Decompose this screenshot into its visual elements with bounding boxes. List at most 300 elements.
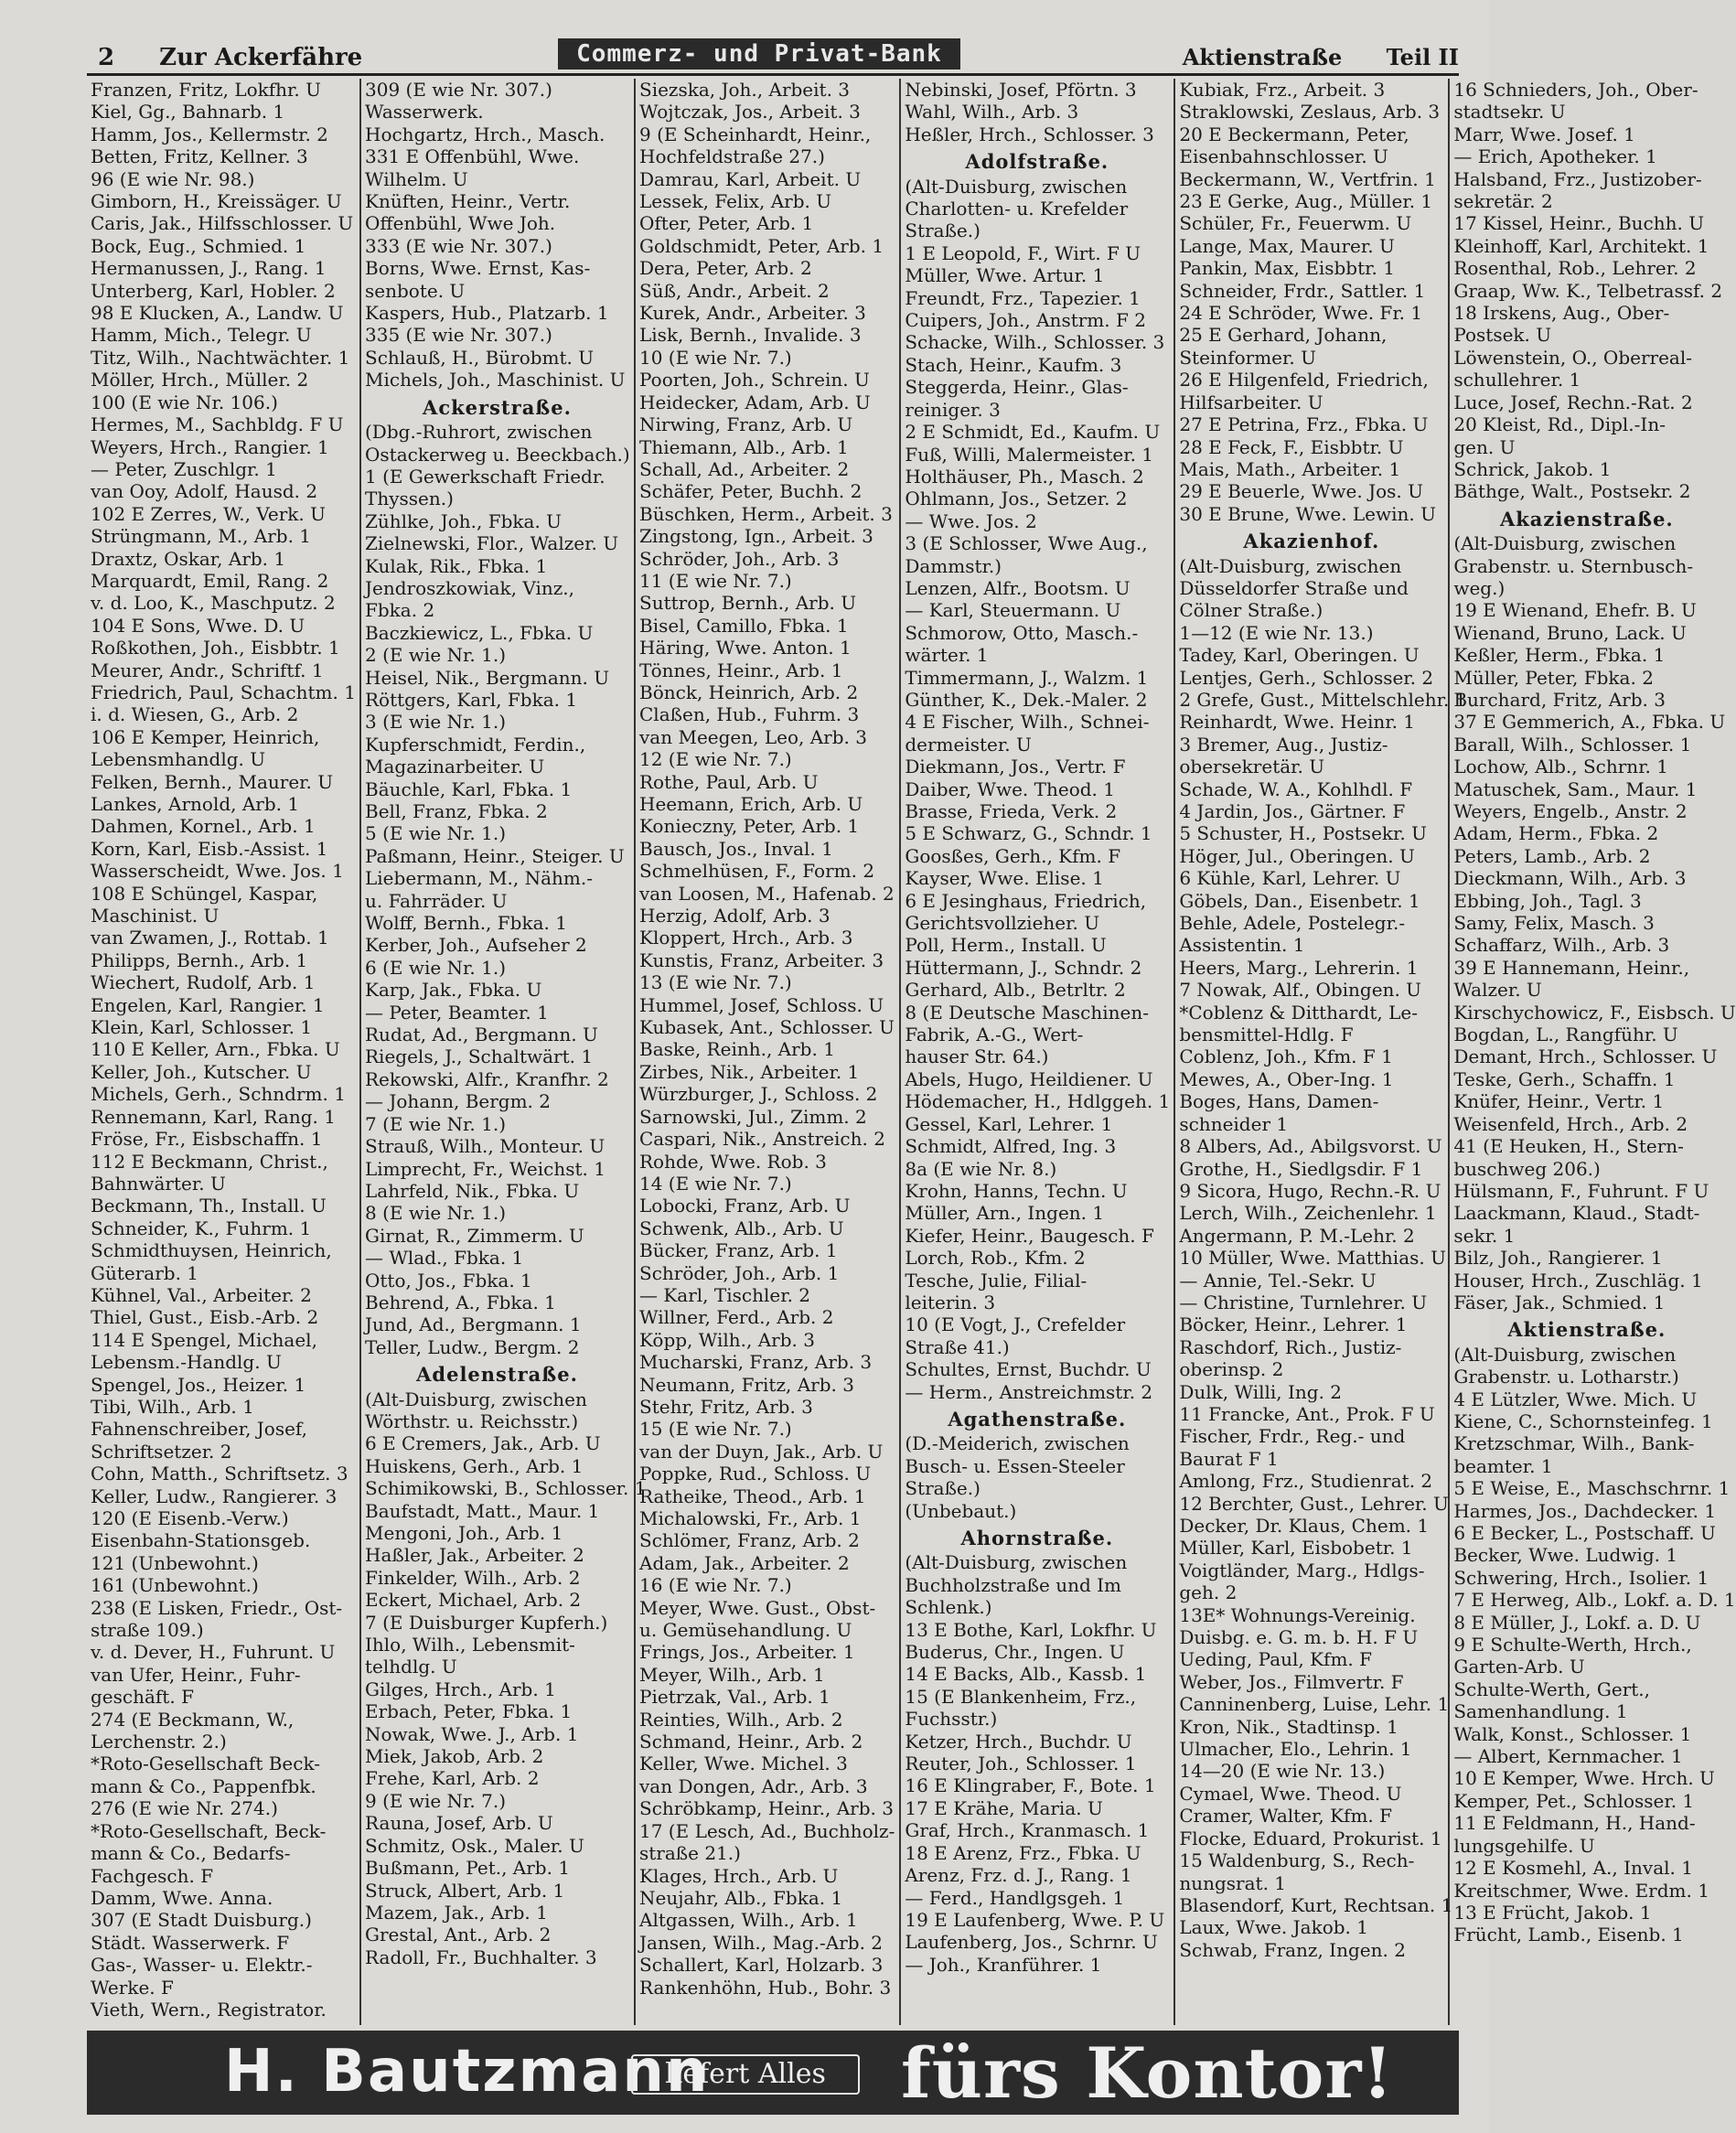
directory-entry: Gerhard, Alb., Betrltr. 2 — [905, 979, 1126, 1002]
directory-entry: Behle, Adele, Postelegr.- — [1179, 912, 1406, 935]
directory-entry: dermeister. U — [905, 733, 1032, 756]
directory-columns — [87, 79, 1736, 2025]
directory-entry: Paßmann, Heinr., Steiger. U — [365, 844, 625, 867]
directory-entry: Friedrich, Paul, Schachtm. 1 — [91, 681, 356, 703]
directory-entry: Keller, Ludw., Rangierer. 3 — [91, 1485, 338, 1507]
directory-entry: Sarnowski, Jul., Zimm. 2 — [639, 1105, 867, 1128]
directory-entry: Neujahr, Alb., Fbka. 1 — [639, 1886, 843, 1909]
directory-entry: Bahnwärter. U — [91, 1172, 226, 1195]
directory-entry: van der Duyn, Jak., Arb. U — [639, 1440, 884, 1463]
directory-entry: Cramer, Walter, Kfm. F — [1179, 1805, 1392, 1828]
directory-entry: Thiel, Gust., Eisb.-Arb. 2 — [91, 1306, 319, 1329]
directory-entry: Cohn, Matth., Schriftsetz. 3 — [91, 1463, 348, 1485]
directory-entry: Charlotten- u. Krefelder — [905, 198, 1129, 220]
directory-entry: Weber, Jos., Filmvertr. F — [1179, 1670, 1404, 1693]
directory-entry: Bäthge, Walt., Postsekr. 2 — [1453, 480, 1691, 503]
directory-entry: geh. 2 — [1179, 1581, 1238, 1604]
directory-entry: 6 E Jesinghaus, Friedrich, — [905, 889, 1147, 912]
directory-entry: 6 Kühle, Karl, Lehrer. U — [1179, 867, 1401, 890]
directory-entry: — Albert, Kernmacher. 1 — [1453, 1745, 1683, 1768]
directory-entry: schullehrer. 1 — [1453, 369, 1581, 391]
directory-entry: Müller, Peter, Fbka. 2 — [1453, 666, 1654, 689]
directory-entry: Rankenhöhn, Hub., Bohr. 3 — [639, 1976, 892, 1999]
directory-entry: van Ooy, Adolf, Hausd. 2 — [91, 480, 318, 503]
directory-entry: 10 Müller, Wwe. Matthias. U — [1179, 1247, 1446, 1270]
directory-entry: *Roto-Gesellschaft, Beck- — [91, 1819, 327, 1842]
directory-entry: Marr, Wwe. Josef. 1 — [1453, 123, 1635, 145]
directory-entry: Zielnewski, Flor., Walzer. U — [365, 532, 619, 555]
directory-entry: sekretär. 2 — [1453, 190, 1553, 213]
directory-entry: Straße 41.) — [905, 1335, 1010, 1358]
directory-entry: Korn, Karl, Eisb.-Assist. 1 — [91, 837, 328, 860]
directory-entry: Borns, Wwe. Ernst, Kas- — [365, 257, 591, 280]
directory-entry: Kleinhoff, Karl, Architekt. 1 — [1453, 234, 1709, 257]
directory-entry: Herzig, Adolf, Arb. 3 — [639, 905, 830, 927]
directory-entry: Stach, Heinr., Kaufm. 3 — [905, 353, 1122, 376]
directory-entry: Fachgesch. F — [91, 1864, 214, 1887]
directory-entry: Pietrzak, Val., Arb. 1 — [639, 1686, 830, 1709]
directory-entry: Müller, Arn., Ingen. 1 — [905, 1202, 1105, 1225]
directory-entry: 108 E Schüngel, Kaspar, — [91, 882, 318, 905]
ad-slogan: fürs Kontor! — [901, 2032, 1394, 2114]
directory-entry: Göbels, Dan., Eisenbetr. 1 — [1179, 889, 1420, 912]
directory-entry: Cymael, Wwe. Theod. U — [1179, 1782, 1402, 1805]
ad-middle-text: liefert Alles — [631, 2054, 860, 2095]
directory-entry: Coblenz, Joh., Kfm. F 1 — [1179, 1045, 1393, 1068]
directory-entry: Zirbes, Nik., Arbeiter. 1 — [639, 1060, 860, 1083]
directory-entry: Samy, Felix, Masch. 3 — [1453, 912, 1655, 935]
street-heading: Ahornstraße. — [960, 1527, 1114, 1549]
directory-entry: 20 E Beckermann, Peter, — [1179, 123, 1409, 145]
directory-entry: telhdlg. U — [365, 1656, 457, 1678]
directory-entry: 20 Kleist, Rd., Dipl.-In- — [1453, 413, 1666, 436]
directory-entry: Kron, Nik., Stadtinsp. 1 — [1179, 1715, 1398, 1738]
directory-entry: Pankin, Max, Eisbbtr. 1 — [1179, 257, 1395, 280]
directory-entry: Buchholzstraße und Im — [905, 1573, 1121, 1596]
directory-entry: Müller, Wwe. Artur. 1 — [905, 264, 1105, 287]
directory-entry: Baufstadt, Matt., Maur. 1 — [365, 1499, 600, 1522]
directory-entry: 7 (E wie Nr. 1.) — [365, 1112, 507, 1135]
column-4 — [901, 79, 1175, 2025]
street-heading: Aktienstraße. — [1507, 1318, 1666, 1342]
directory-entry: Teske, Gerh., Schaffn. 1 — [1453, 1067, 1676, 1090]
directory-entry: Cölner Straße.) — [1179, 599, 1323, 622]
part-label: Teil II — [1386, 44, 1459, 70]
directory-entry: Baurat F 1 — [1179, 1447, 1279, 1470]
directory-entry: 110 E Keller, Arn., Fbka. U — [91, 1038, 340, 1061]
directory-entry: Miek, Jakob, Arb. 2 — [365, 1745, 544, 1768]
directory-entry: Karp, Jak., Fbka. U — [365, 979, 542, 1002]
ad-company-name: H. Bautzmann — [224, 2038, 710, 2106]
directory-entry: Hermanussen, J., Rang. 1 — [91, 257, 327, 280]
directory-entry: weg.) — [1453, 576, 1506, 599]
directory-entry: u. Gemüsehandlung. U — [639, 1619, 852, 1642]
directory-entry: Neumann, Fritz, Arb. 3 — [639, 1373, 854, 1396]
directory-entry: Keller, Wwe. Michel. 3 — [639, 1752, 848, 1775]
directory-entry: Schultes, Ernst, Buchdr. U — [905, 1358, 1152, 1381]
directory-entry: 11 E Feldmann, H., Hand- — [1453, 1812, 1696, 1835]
directory-entry: Würzburger, J., Schloss. 2 — [639, 1083, 878, 1106]
directory-entry: Duisbg. e. G. m. b. H. F U — [1179, 1626, 1419, 1649]
directory-entry: Rennemann, Karl, Rang. 1 — [91, 1105, 336, 1128]
directory-entry: 19 E Wienand, Ehefr. B. U — [1453, 599, 1697, 622]
directory-entry: Häring, Wwe. Anton. 1 — [639, 637, 852, 659]
directory-entry: Teller, Ludw., Bergm. 2 — [365, 1335, 580, 1358]
directory-entry: (D.-Meiderich, zwischen — [905, 1432, 1130, 1455]
directory-entry: Wilhelm. U — [365, 167, 468, 190]
directory-entry: Kaspers, Hub., Platzarb. 1 — [365, 302, 609, 325]
directory-entry: mann & Co., Pappenfbk. — [91, 1774, 316, 1797]
directory-entry: Dammstr.) — [905, 554, 1002, 577]
directory-entry: Gilges, Hrch., Arb. 1 — [365, 1677, 556, 1700]
directory-entry: — Ferd., Handlgsgeh. 1 — [905, 1886, 1125, 1909]
directory-entry: Daiber, Wwe. Theod. 1 — [905, 777, 1115, 800]
directory-entry: Grestal, Ant., Arb. 2 — [365, 1924, 552, 1946]
directory-entry: Frücht, Lamb., Eisenb. 1 — [1453, 1924, 1684, 1946]
directory-entry: Dieckmann, Wilh., Arb. 3 — [1453, 867, 1687, 890]
directory-entry: Hochfeldstraße 27.) — [639, 145, 825, 168]
directory-entry: Schwab, Franz, Ingen. 2 — [1179, 1938, 1406, 1961]
directory-entry: reiniger. 3 — [905, 398, 1001, 421]
directory-entry: mann & Co., Bedarfs- — [91, 1842, 291, 1865]
directory-entry: Bönck, Heinrich, Arb. 2 — [639, 681, 859, 703]
directory-entry: Adam, Herm., Fbka. 2 — [1453, 822, 1659, 845]
directory-entry: lungsgehilfe. U — [1453, 1834, 1595, 1857]
directory-entry: Flocke, Eduard, Prokurist. 1 — [1179, 1827, 1442, 1849]
directory-entry: Jendroszkowiak, Vinz., — [365, 576, 574, 599]
directory-entry: Städt. Wasserwerk. F — [91, 1931, 290, 1954]
directory-entry: Willner, Ferd., Arb. 2 — [639, 1306, 834, 1329]
directory-entry: Unterberg, Karl, Hobler. 2 — [91, 279, 336, 302]
directory-entry: Bock, Eug., Schmied. 1 — [91, 234, 306, 257]
directory-entry: Spengel, Jos., Heizer. 1 — [91, 1373, 306, 1396]
directory-entry: Schröder, Joh., Arb. 1 — [639, 1261, 840, 1284]
directory-entry: 120 (E Eisenb.-Verw.) — [91, 1507, 289, 1529]
directory-entry: Cuipers, Joh., Anstrm. F 2 — [905, 309, 1146, 332]
directory-entry: Mazem, Jak., Arb. 1 — [365, 1901, 548, 1924]
directory-entry: 11 Francke, Ant., Prok. F U — [1179, 1402, 1435, 1425]
directory-entry: 8 E Müller, J., Lokf. a. D. U — [1453, 1611, 1701, 1634]
directory-entry: Rosenthal, Rob., Lehrer. 2 — [1453, 257, 1697, 280]
directory-entry: 15 (E wie Nr. 7.) — [639, 1418, 792, 1441]
directory-entry: 9 E Schulte-Werth, Hrch., — [1453, 1634, 1692, 1656]
directory-entry: Schneider, K., Fuhrm. 1 — [91, 1217, 312, 1239]
directory-entry: Philipps, Bernh., Arb. 1 — [91, 949, 308, 971]
directory-entry: Rohde, Wwe. Rob. 3 — [639, 1150, 827, 1173]
directory-entry: Meurer, Andr., Schriftf. 1 — [91, 659, 324, 681]
directory-entry: *Roto-Gesellschaft Beck- — [91, 1752, 320, 1775]
directory-entry: 112 E Beckmann, Christ., — [91, 1150, 328, 1173]
directory-entry: Hilfsarbeiter. U — [1179, 391, 1323, 413]
directory-entry: Draxtz, Oskar, Arb. 1 — [91, 547, 286, 570]
directory-entry: 3 (E wie Nr. 1.) — [365, 711, 507, 734]
directory-entry: (Alt-Duisburg, zwischen — [905, 175, 1128, 198]
directory-entry: Kiefer, Heinr., Baugesch. F — [905, 1224, 1154, 1247]
directory-entry: Jansen, Wilh., Mag.-Arb. 2 — [639, 1931, 884, 1954]
directory-entry: Amlong, Frz., Studienrat. 2 — [1179, 1470, 1433, 1493]
directory-entry: Schäfer, Peter, Buchh. 2 — [639, 480, 863, 503]
directory-entry: Engelen, Karl, Rangier. 1 — [91, 993, 325, 1016]
directory-entry: Hüttermann, J., Schndr. 2 — [905, 956, 1142, 979]
directory-entry: Poppke, Rud., Schloss. U — [639, 1463, 872, 1485]
directory-entry: 307 (E Stadt Duisburg.) — [91, 1909, 312, 1932]
directory-entry: Otto, Jos., Fbka. 1 — [365, 1269, 532, 1292]
directory-entry: Thiemann, Alb., Arb. 1 — [639, 435, 849, 458]
directory-entry: Frings, Jos., Arbeiter. 1 — [639, 1641, 855, 1664]
directory-entry: 1—12 (E wie Nr. 13.) — [1179, 621, 1374, 644]
directory-entry: Schlauß, H., Bürobmt. U — [365, 346, 595, 369]
directory-entry: Schimikowski, B., Schlosser. 1 — [365, 1477, 647, 1500]
directory-entry: Keller, Joh., Kutscher. U — [91, 1060, 312, 1083]
directory-entry: Hummel, Josef, Schloss. U — [639, 993, 884, 1016]
directory-entry: Schröder, Joh., Arb. 3 — [639, 547, 840, 570]
directory-entry: Behrend, A., Fbka. 1 — [365, 1291, 556, 1313]
directory-entry: 26 E Hilgenfeld, Friedrich, — [1179, 369, 1429, 391]
directory-entry: Eckert, Michael, Arb. 2 — [365, 1589, 582, 1612]
directory-entry: Blasendorf, Kurt, Rechtsan. 1 — [1179, 1893, 1453, 1916]
directory-entry: Ostackerweg u. Beeckbach.) — [365, 443, 630, 466]
directory-entry: Magazinarbeiter. U — [365, 756, 545, 778]
directory-entry: Kulak, Rik., Fbka. 1 — [365, 554, 548, 577]
page-header — [87, 37, 1459, 73]
directory-entry: Felken, Bernh., Maurer. U — [91, 770, 334, 793]
directory-entry: Lebensmhandlg. U — [91, 748, 266, 771]
directory-entry: Beckmann, Th., Install. U — [91, 1195, 327, 1217]
header-rule — [87, 73, 1459, 76]
directory-entry: 16 E Klingraber, F., Bote. 1 — [905, 1774, 1156, 1797]
directory-entry: Hülsmann, F., Fuhrunt. F U — [1453, 1179, 1709, 1202]
directory-entry: Hamm, Mich., Telegr. U — [91, 324, 312, 347]
directory-entry: senbote. U — [365, 279, 466, 302]
directory-entry: 102 E Zerres, W., Verk. U — [91, 502, 326, 525]
directory-entry: Dahmen, Kornel., Arb. 1 — [91, 815, 316, 838]
directory-entry: 106 E Kemper, Heinrich, — [91, 725, 320, 748]
directory-entry: Brasse, Frieda, Verk. 2 — [905, 800, 1118, 822]
directory-entry: van Dongen, Adr., Arb. 3 — [639, 1774, 868, 1797]
directory-entry: Boges, Hans, Damen- — [1179, 1090, 1379, 1113]
directory-entry: Dera, Peter, Arb. 2 — [639, 257, 812, 280]
directory-entry: oberinsp. 2 — [1179, 1358, 1284, 1381]
directory-entry: 30 E Brune, Wwe. Lewin. U — [1179, 502, 1436, 525]
directory-entry: Baczkiewicz, L., Fbka. U — [365, 621, 594, 644]
directory-entry: Schmidt, Alfred, Ing. 3 — [905, 1135, 1117, 1158]
directory-entry: Wienand, Bruno, Lack. U — [1453, 621, 1687, 644]
directory-entry: Walk, Konst., Schlosser. 1 — [1453, 1722, 1692, 1745]
directory-entry: Bell, Franz, Fbka. 2 — [365, 800, 548, 822]
directory-entry: 2 Grefe, Gust., Mittelschlehr. 1 — [1179, 688, 1467, 711]
directory-entry: Lentjes, Gerh., Schlosser. 2 — [1179, 666, 1434, 689]
directory-entry: Vieth, Wern., Registrator. — [91, 1998, 327, 2020]
directory-entry: (Alt-Duisburg, zwischen — [1179, 554, 1402, 577]
directory-entry: 39 E Hannemann, Heinr., — [1453, 956, 1690, 979]
directory-entry: Rekowski, Alfr., Kranfhr. 2 — [365, 1067, 609, 1090]
directory-entry: Heßler, Hrch., Schlosser. 3 — [905, 123, 1154, 145]
directory-entry: Fischer, Frdr., Reg.- und — [1179, 1425, 1406, 1448]
directory-entry: Schade, W. A., Kohlhdl. F — [1179, 777, 1413, 800]
directory-entry: Gerichtsvollzieher. U — [905, 912, 1100, 935]
directory-entry: Peters, Lamb., Arb. 2 — [1453, 844, 1651, 867]
directory-entry: Freundt, Frz., Tapezier. 1 — [905, 286, 1141, 309]
directory-entry: Konieczny, Peter, Arb. 1 — [639, 815, 860, 838]
directory-entry: 14—20 (E wie Nr. 13.) — [1179, 1760, 1386, 1783]
directory-entry: Marquardt, Emil, Rang. 2 — [91, 569, 329, 592]
directory-entry: Hermes, M., Sachbldg. F U — [91, 413, 344, 436]
directory-entry: beamter. 1 — [1453, 1454, 1553, 1477]
directory-entry: Straklowski, Zeslaus, Arb. 3 — [1179, 101, 1441, 123]
directory-entry: *Coblenz & Ditthardt, Le- — [1179, 1001, 1418, 1024]
directory-entry: Schmorow, Otto, Masch.- — [905, 621, 1139, 644]
directory-entry: hauser Str. 64.) — [905, 1045, 1049, 1068]
directory-entry: 9 (E wie Nr. 7.) — [365, 1789, 507, 1812]
directory-entry: 15 (E Blankenheim, Frz., — [905, 1685, 1137, 1708]
directory-entry: 8 (E Deutsche Maschinen- — [905, 1001, 1150, 1024]
directory-entry: Ofter, Peter, Arb. 1 — [639, 212, 814, 235]
directory-entry: wärter. 1 — [905, 644, 989, 667]
directory-entry: Schrick, Jakob. 1 — [1453, 457, 1612, 480]
directory-entry: Kühnel, Val., Arbeiter. 2 — [91, 1283, 312, 1306]
directory-entry: Caris, Jak., Hilfsschlosser. U — [91, 212, 354, 235]
directory-entry: Mewes, A., Ober-Ing. 1 — [1179, 1067, 1394, 1090]
directory-entry: 27 E Petrina, Frz., Fbka. U — [1179, 413, 1429, 436]
directory-entry: 17 E Krähe, Maria. U — [905, 1796, 1103, 1819]
directory-entry: Büschken, Herm., Arbeit. 3 — [639, 502, 893, 525]
directory-entry: Wiechert, Rudolf, Arb. 1 — [91, 971, 316, 994]
directory-entry: Tibi, Wilh., Arb. 1 — [91, 1395, 254, 1418]
directory-entry: Ulmacher, Elo., Lehrin. 1 — [1179, 1738, 1412, 1761]
directory-entry: — Annie, Tel.-Sekr. U — [1179, 1269, 1377, 1292]
directory-entry: Roßkothen, Joh., Eisbbtr. 1 — [91, 637, 340, 659]
directory-entry: Thyssen.) — [365, 488, 454, 510]
directory-entry: Rauna, Josef, Arb. U — [365, 1812, 553, 1835]
page-number: 2 — [98, 44, 115, 71]
directory-entry: Ihlo, Wilh., Lebensmit- — [365, 1634, 575, 1656]
column-1 — [87, 79, 361, 2025]
directory-entry: 8a (E wie Nr. 8.) — [905, 1157, 1057, 1180]
directory-entry: Erbach, Peter, Fbka. 1 — [365, 1700, 573, 1723]
directory-entry: Kupferschmidt, Ferdin., — [365, 733, 586, 756]
directory-entry: Kubasek, Ant., Schlosser. U — [639, 1016, 895, 1039]
directory-entry: Lebensm.-Handlg. U — [91, 1351, 282, 1374]
directory-entry: Düsseldorfer Straße und — [1179, 576, 1409, 599]
directory-entry: 2 (E wie Nr. 1.) — [365, 644, 507, 667]
directory-entry: (Alt-Duisburg, zwischen — [1453, 532, 1677, 555]
directory-entry: Löwenstein, O., Oberreal- — [1453, 346, 1692, 369]
directory-entry: Harmes, Jos., Dachdecker. 1 — [1453, 1499, 1717, 1522]
directory-entry: Schmidthuysen, Heinrich, — [91, 1239, 332, 1262]
directory-entry: Süß, Andr., Arbeit. 2 — [639, 279, 830, 302]
directory-entry: Tönnes, Heinr., Arb. 1 — [639, 659, 843, 681]
directory-entry: Röttgers, Karl, Fbka. 1 — [365, 688, 578, 711]
directory-entry: 13 E Frücht, Jakob. 1 — [1453, 1901, 1652, 1924]
directory-entry: Fahnenschreiber, Josef, — [91, 1418, 307, 1441]
directory-entry: 16 Schnieders, Joh., Ober- — [1453, 79, 1698, 101]
directory-entry: Kunstis, Franz, Arbeiter. 3 — [639, 949, 884, 971]
directory-entry: Ebbing, Joh., Tagl. 3 — [1453, 889, 1642, 912]
directory-entry: Gas-, Wasser- u. Elektr.- — [91, 1954, 313, 1977]
directory-entry: Baske, Reinh., Arb. 1 — [639, 1038, 835, 1061]
directory-entry: 5 E Weise, E., Maschschrnr. 1 — [1453, 1477, 1731, 1500]
directory-entry: 238 (E Lisken, Friedr., Ost- — [91, 1596, 343, 1619]
directory-entry: 14 E Backs, Alb., Kassb. 1 — [905, 1663, 1147, 1686]
directory-entry: Garten-Arb. U — [1453, 1656, 1585, 1678]
directory-entry: 333 (E wie Nr. 307.) — [365, 234, 552, 257]
directory-entry: Goosßes, Gerh., Kfm. F — [905, 844, 1121, 867]
directory-entry: Girnat, R., Zimmerm. U — [365, 1224, 584, 1247]
directory-entry: Krohn, Hanns, Techn. U — [905, 1179, 1128, 1202]
directory-entry: Ketzer, Hrch., Buchdr. U — [905, 1730, 1132, 1752]
directory-entry: Michels, Gerh., Schndrm. 1 — [91, 1083, 346, 1106]
directory-entry: Nowak, Wwe. J., Arb. 1 — [365, 1722, 579, 1745]
directory-entry: Houser, Hrch., Zuschläg. 1 — [1453, 1269, 1703, 1292]
header-right — [1183, 44, 1459, 70]
directory-entry: 13 (E wie Nr. 7.) — [639, 971, 792, 994]
directory-entry: Weyers, Hrch., Rangier. 1 — [91, 435, 329, 458]
directory-entry: 5 Schuster, H., Postsekr. U — [1179, 822, 1427, 845]
directory-entry: Schallert, Karl, Holzarb. 3 — [639, 1954, 884, 1977]
directory-entry: Fäser, Jak., Schmied. 1 — [1453, 1291, 1666, 1313]
directory-entry: Demant, Hrch., Schlosser. U — [1453, 1045, 1718, 1068]
directory-entry: straße 109.) — [91, 1619, 204, 1642]
directory-entry: 4 Jardin, Jos., Gärtner. F — [1179, 800, 1406, 822]
bank-banner: Commerz- und Privat-Bank — [558, 38, 960, 70]
directory-entry: Klages, Hrch., Arb. U — [639, 1864, 839, 1887]
directory-entry: Damm, Wwe. Anna. — [91, 1886, 273, 1909]
directory-entry: Dulk, Willi, Ing. 2 — [1179, 1380, 1343, 1403]
directory-entry: — Peter, Beamter. 1 — [365, 1001, 549, 1024]
directory-entry: Steinformer. U — [1179, 346, 1316, 369]
directory-entry: Kemper, Pet., Schlosser. 1 — [1453, 1789, 1695, 1812]
directory-entry: Halsband, Frz., Justizober- — [1453, 167, 1702, 190]
directory-entry: Adam, Jak., Arbeiter. 2 — [639, 1551, 850, 1574]
directory-entry: Bausch, Jos., Inval. 1 — [639, 837, 833, 860]
directory-entry: 10 (E wie Nr. 7.) — [639, 346, 792, 369]
directory-entry: Günther, K., Dek.-Maler. 2 — [905, 688, 1148, 711]
directory-entry: Goldschmidt, Peter, Arb. 1 — [639, 234, 884, 257]
directory-entry: Abels, Hugo, Heildiener. U — [905, 1067, 1153, 1090]
directory-entry: 274 (E Beckmann, W., — [91, 1708, 295, 1731]
directory-entry: Meyer, Wilh., Arb. 1 — [639, 1663, 825, 1686]
directory-entry: Reinhardt, Wwe. Heinr. 1 — [1179, 711, 1416, 734]
directory-entry: 17 (E Lesch, Ad., Buchholz- — [639, 1819, 895, 1842]
street-heading: Akazienhof. — [1243, 530, 1380, 553]
directory-entry: Wojtczak, Jos., Arbeit. 3 — [639, 101, 861, 123]
directory-entry: 331 E Offenbühl, Wwe. — [365, 145, 580, 168]
directory-entry: Heemann, Erich, Arb. U — [639, 793, 863, 815]
directory-entry: Becker, Wwe. Ludwig. 1 — [1453, 1544, 1678, 1567]
street-heading: Adelenstraße. — [416, 1363, 578, 1387]
directory-entry: Wahl, Wilh., Arb. 3 — [905, 101, 1079, 123]
directory-entry: Matuschek, Sam., Maur. 1 — [1453, 777, 1698, 800]
directory-entry: 18 E Arenz, Frz., Fbka. U — [905, 1841, 1141, 1864]
directory-entry: 3 Bremer, Aug., Justiz- — [1179, 733, 1388, 756]
directory-entry: Michels, Joh., Maschinist. U — [365, 369, 626, 391]
directory-entry: 10 E Kemper, Wwe. Hrch. U — [1453, 1767, 1715, 1790]
directory-entry: bensmittel-Hdlg. F — [1179, 1024, 1354, 1046]
directory-entry: Werke. F — [91, 1976, 174, 1999]
directory-entry: — Peter, Zuschlgr. 1 — [91, 457, 277, 480]
directory-entry: Damrau, Karl, Arbeit. U — [639, 167, 862, 190]
directory-entry: Straße.) — [905, 1477, 981, 1500]
directory-entry: 15 Waldenburg, S., Rech- — [1179, 1849, 1415, 1872]
directory-entry: 12 (E wie Nr. 7.) — [639, 748, 792, 771]
directory-entry: Suttrop, Bernh., Arb. U — [639, 592, 857, 615]
directory-entry: 335 (E wie Nr. 307.) — [365, 324, 552, 347]
column-6 — [1450, 79, 1736, 2025]
directory-entry: Angermann, P. M.-Lehr. 2 — [1179, 1224, 1415, 1247]
directory-entry: obersekretär. U — [1179, 756, 1325, 778]
directory-entry: 5 (E wie Nr. 1.) — [365, 822, 507, 845]
directory-entry: Maschinist. U — [91, 905, 220, 927]
